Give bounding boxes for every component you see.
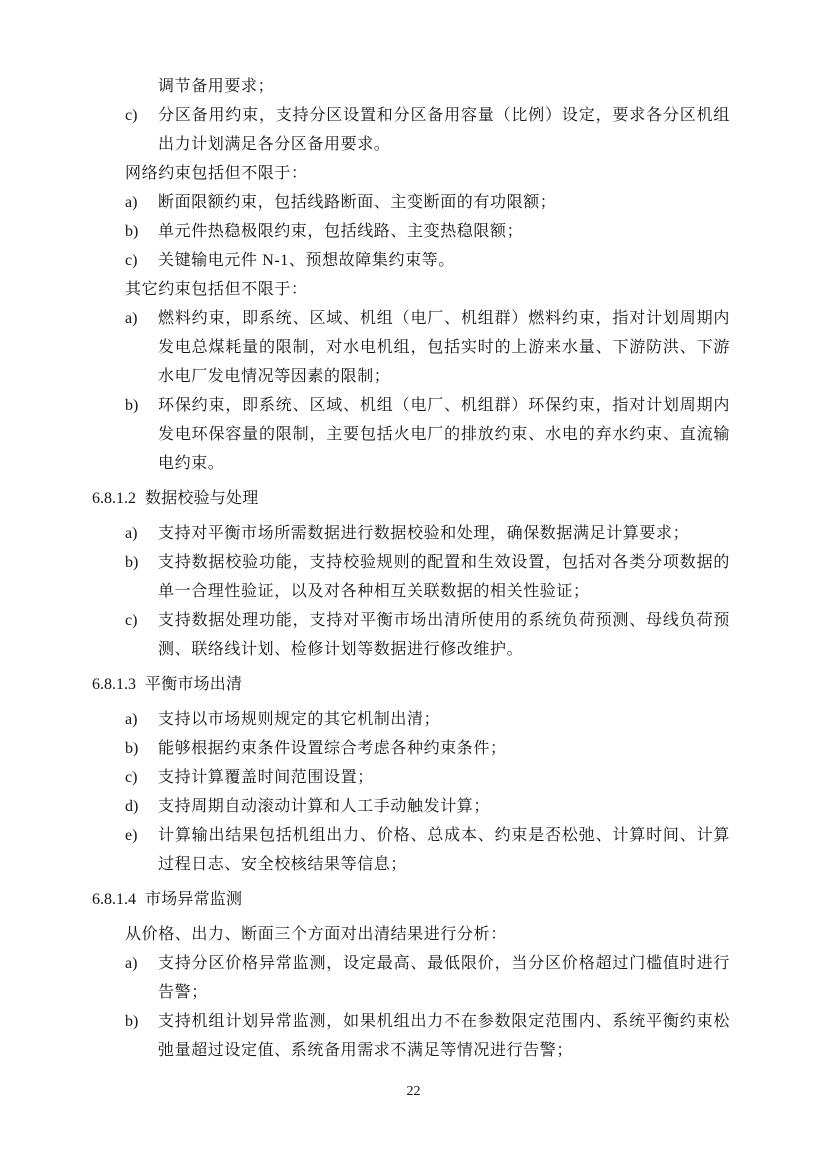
- section-heading: [92, 885, 730, 914]
- list-item-marker: b): [125, 740, 139, 757]
- list-item-text: 环保约束，即系统、区域、机组（电厂、机组群）环保约束，指对计划周期内发电环保容量的限制，主要包括火电厂的排放约束、水电的弃水约束、直流输电约束。: [158, 397, 730, 472]
- list-item-text: 支持数据校验功能，支持校验规则的配置和生效设置，包括对各类分项数据的单一合理性验证，以及对各种相互关联数据的相关性验证；: [158, 554, 730, 600]
- list-item-text: 支持计算覆盖时间范围设置；: [158, 769, 374, 786]
- list-item: [125, 606, 730, 664]
- list-item-text: 能够根据约束条件设置综合考虑各种约束条件；: [158, 740, 507, 757]
- list-item-text: 单元件热稳极限约束，包括线路、主变热稳限额；: [158, 223, 524, 240]
- list-item-text: 支持数据处理功能，支持对平衡市场出清所使用的系统负荷预测、母线负荷预测、联络线计划、检修计划等数据进行修改维护。: [158, 612, 730, 658]
- list-item-text: 燃料约束，即系统、区域、机组（电厂、机组群）燃料约束，指对计划周期内发电总煤耗量的限制，对水电机组，包括实时的上游来水量、下游防洪、下游水电厂发电情况等因素的限制；: [158, 310, 730, 385]
- list-item-marker: c): [125, 769, 138, 786]
- list-item: [125, 792, 730, 821]
- list-item-marker: b): [125, 554, 139, 571]
- list-item: [125, 821, 730, 879]
- list-item-marker: e): [125, 827, 138, 844]
- list-item-marker: c): [125, 107, 138, 124]
- list-item-marker: c): [125, 612, 138, 629]
- heading-text: 数据校验与处理: [145, 490, 259, 507]
- list-item: [125, 101, 730, 159]
- list-item: [125, 734, 730, 763]
- list-item-marker: a): [125, 310, 138, 327]
- list-item: [125, 705, 730, 734]
- list-item: [125, 188, 730, 217]
- list-item-marker: b): [125, 397, 139, 414]
- list-item-marker: a): [125, 194, 138, 211]
- list-item: [125, 217, 730, 246]
- section-heading: [92, 670, 730, 699]
- list-item-text: 断面限额约束，包括线路断面、主变断面的有功限额；: [158, 194, 557, 211]
- paragraph: 其它约束包括但不限于：: [125, 281, 308, 298]
- list-item-marker: b): [125, 223, 139, 240]
- list-item: [125, 304, 730, 391]
- list-item: [125, 391, 730, 478]
- list-item-marker: a): [125, 525, 138, 542]
- list-item: [125, 1007, 730, 1065]
- list-item-text: 关键输电元件 N-1、预想故障集约束等。: [158, 252, 455, 269]
- list-item: [125, 246, 730, 275]
- list-item: [125, 548, 730, 606]
- list-item-marker: d): [125, 798, 139, 815]
- list-item-text: 分区备用约束，支持分区设置和分区备用容量（比例）设定，要求各分区机组出力计划满足各分区备用要求。: [158, 107, 730, 153]
- heading-number: 6.8.1.3: [92, 676, 136, 693]
- paragraph: 从价格、出力、断面三个方面对出清结果进行分析：: [125, 926, 507, 943]
- heading-number: 6.8.1.4: [92, 891, 136, 908]
- list-item-marker: a): [125, 955, 138, 972]
- section-heading: [92, 484, 730, 513]
- list-item-marker: a): [125, 711, 138, 728]
- list-item-text: 支持分区价格异常监测，设定最高、最低限价，当分区价格超过门槛值时进行告警；: [158, 955, 730, 1001]
- list-item-marker: c): [125, 252, 138, 269]
- paragraph: 网络约束包括但不限于：: [125, 165, 308, 182]
- list-item-marker: b): [125, 1013, 139, 1030]
- list-item: [125, 763, 730, 792]
- heading-text: 平衡市场出清: [145, 676, 243, 693]
- list-item-text: 支持机组计划异常监测，如果机组出力不在参数限定范围内、系统平衡约束松弛量超过设定值、系统备用需求不满足等情况进行告警；: [158, 1013, 730, 1059]
- list-item: [125, 519, 730, 548]
- list-item: [125, 949, 730, 1007]
- heading-number: 6.8.1.2: [92, 490, 136, 507]
- list-item-text: 支持周期自动滚动计算和人工手动触发计算；: [158, 798, 491, 815]
- continuation-line: 调节备用要求；: [158, 78, 275, 95]
- list-item-text: 支持以市场规则规定的其它机制出清；: [158, 711, 441, 728]
- heading-text: 市场异常监测: [145, 891, 243, 908]
- page-number: 22: [406, 1084, 421, 1099]
- list-item-text: 支持对平衡市场所需数据进行数据校验和处理，确保数据满足计算要求；: [158, 525, 690, 542]
- list-item-text: 计算输出结果包括机组出力、价格、总成本、约束是否松弛、计算时间、计算过程日志、安全校核结果等信息；: [158, 827, 730, 873]
